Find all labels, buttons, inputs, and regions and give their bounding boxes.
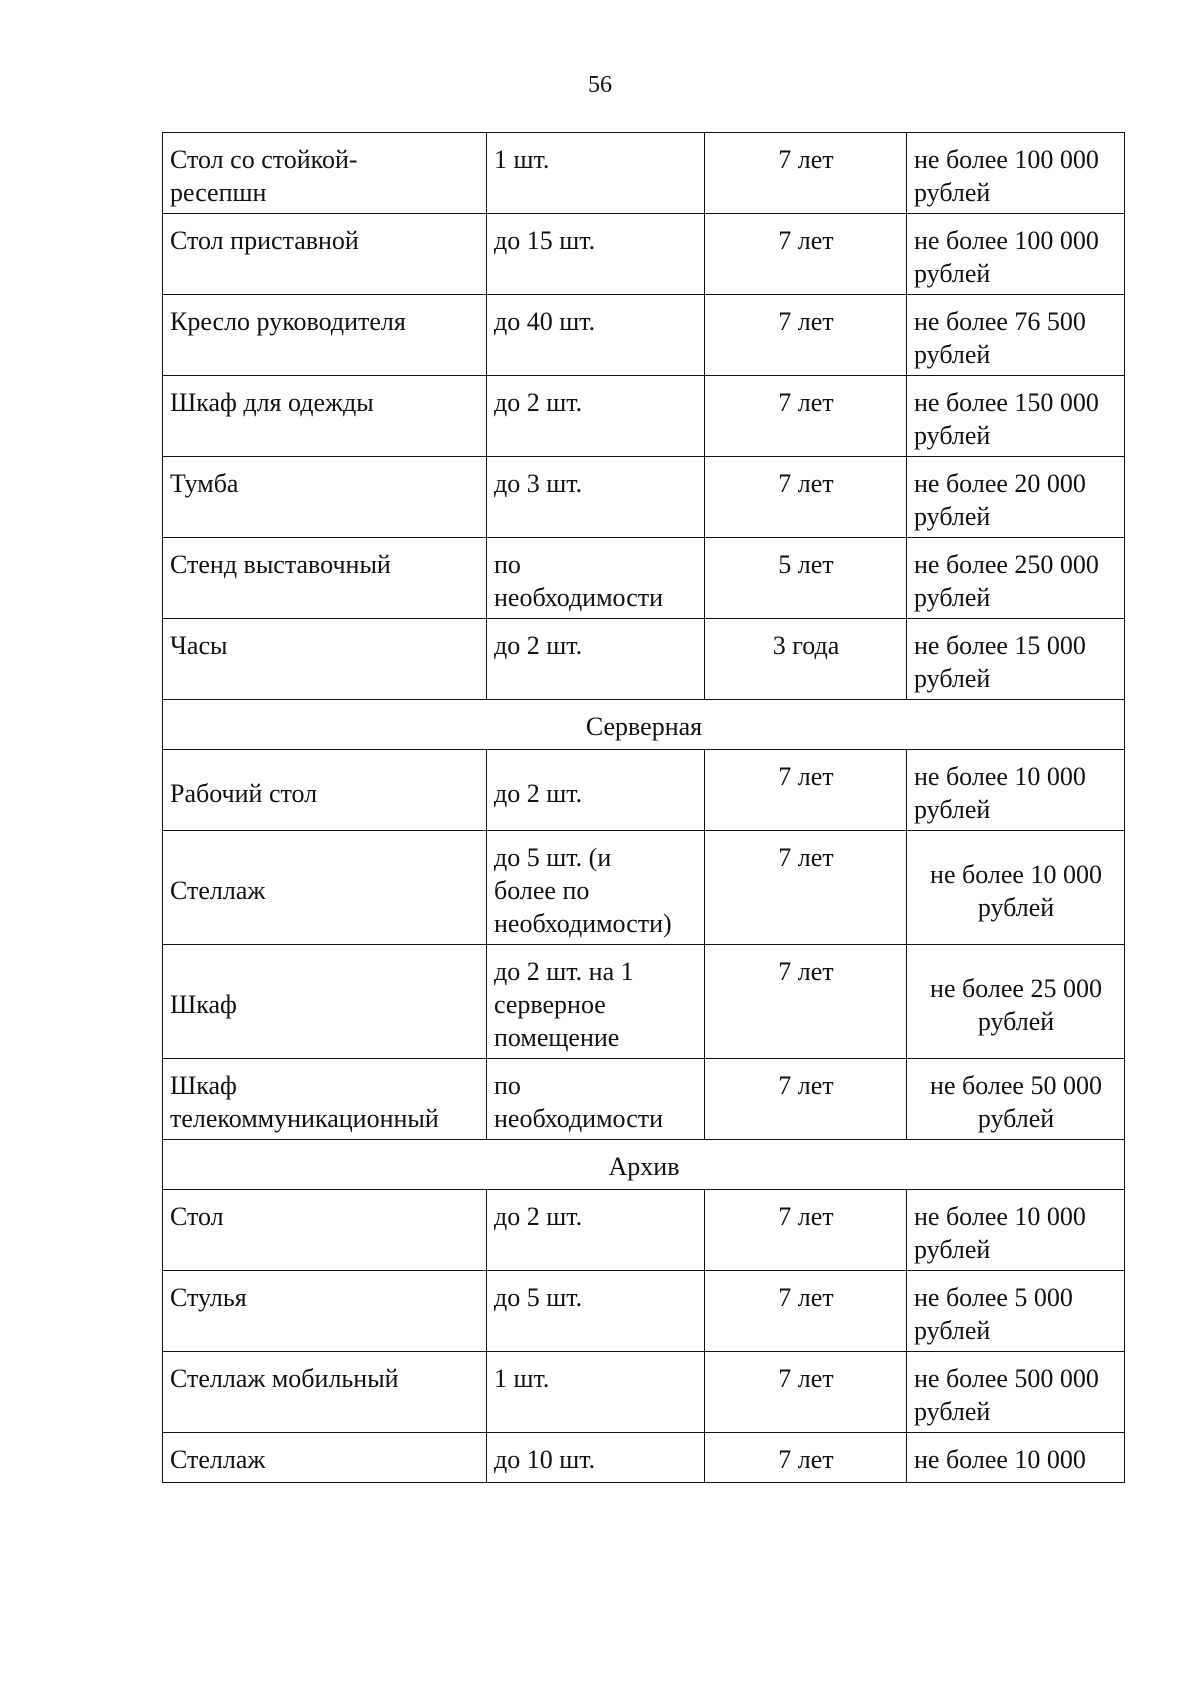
quantity-cell: до 3 шт. [487, 457, 705, 538]
quantity-cell: 1 шт. [487, 133, 705, 214]
quantity-cell: до 10 шт. [487, 1433, 705, 1483]
service-life-cell: 7 лет [705, 1059, 907, 1140]
item-name-cell: Шкаф для одежды [163, 376, 487, 457]
price-limit-cell: не более 10 000 рублей [907, 1190, 1125, 1271]
price-limit-cell: не более 500 000 рублей [907, 1352, 1125, 1433]
table-body [163, 133, 1125, 1483]
service-life-cell: 7 лет [705, 1271, 907, 1352]
price-limit-cell: не более 5 000 рублей [907, 1271, 1125, 1352]
page-number: 56 [588, 72, 612, 98]
service-life-cell: 7 лет [705, 750, 907, 831]
service-life-cell: 7 лет [705, 945, 907, 1059]
quantity-cell: по необходимости [487, 538, 705, 619]
table-row [163, 1433, 1125, 1483]
service-life-cell: 7 лет [705, 457, 907, 538]
table-row [163, 457, 1125, 538]
section-heading: Архив [163, 1140, 1125, 1190]
section-row [163, 700, 1125, 750]
table-row [163, 376, 1125, 457]
table-row [163, 750, 1125, 831]
table-row [163, 214, 1125, 295]
section-row [163, 1140, 1125, 1190]
equipment-table [162, 132, 1125, 1483]
item-name-cell: Тумба [163, 457, 487, 538]
price-limit-cell: не более 150 000 рублей [907, 376, 1125, 457]
quantity-cell: до 2 шт. [487, 619, 705, 700]
service-life-cell: 7 лет [705, 1433, 907, 1483]
quantity-cell: по необходимости [487, 1059, 705, 1140]
quantity-cell: до 2 шт. [487, 1190, 705, 1271]
price-limit-cell: не более 15 000 рублей [907, 619, 1125, 700]
service-life-cell: 7 лет [705, 831, 907, 945]
price-limit-cell: не более 10 000 [907, 1433, 1125, 1483]
section-heading: Серверная [163, 700, 1125, 750]
table-row [163, 945, 1125, 1059]
item-name-cell: Стулья [163, 1271, 487, 1352]
price-limit-cell: не более 10 000 рублей [907, 750, 1125, 831]
price-limit-cell: не более 10 000 рублей [907, 831, 1125, 945]
price-limit-cell: не более 25 000 рублей [907, 945, 1125, 1059]
item-name-cell: Шкаф телекоммуникационный [163, 1059, 487, 1140]
service-life-cell: 3 года [705, 619, 907, 700]
item-name-cell: Стол приставной [163, 214, 487, 295]
quantity-cell: до 2 шт. [487, 376, 705, 457]
service-life-cell: 7 лет [705, 295, 907, 376]
price-limit-cell: не более 76 500 рублей [907, 295, 1125, 376]
price-limit-cell: не более 50 000 рублей [907, 1059, 1125, 1140]
item-name-cell: Кресло руководителя [163, 295, 487, 376]
service-life-cell: 7 лет [705, 1352, 907, 1433]
quantity-cell: 1 шт. [487, 1352, 705, 1433]
table-row [163, 295, 1125, 376]
service-life-cell: 5 лет [705, 538, 907, 619]
table-row [163, 1190, 1125, 1271]
table-row [163, 133, 1125, 214]
price-limit-cell: не более 250 000 рублей [907, 538, 1125, 619]
quantity-cell: до 2 шт. на 1 серверное помещение [487, 945, 705, 1059]
quantity-cell: до 40 шт. [487, 295, 705, 376]
item-name-cell: Шкаф [163, 945, 487, 1059]
price-limit-cell: не более 100 000 рублей [907, 133, 1125, 214]
item-name-cell: Стол со стойкой- ресепшн [163, 133, 487, 214]
quantity-cell: до 2 шт. [487, 750, 705, 831]
quantity-cell: до 5 шт. (и более по необходимости) [487, 831, 705, 945]
table-row [163, 1059, 1125, 1140]
item-name-cell: Рабочий стол [163, 750, 487, 831]
service-life-cell: 7 лет [705, 1190, 907, 1271]
item-name-cell: Стеллаж [163, 1433, 487, 1483]
service-life-cell: 7 лет [705, 214, 907, 295]
price-limit-cell: не более 20 000 рублей [907, 457, 1125, 538]
item-name-cell: Часы [163, 619, 487, 700]
item-name-cell: Стол [163, 1190, 487, 1271]
price-limit-cell: не более 100 000 рублей [907, 214, 1125, 295]
service-life-cell: 7 лет [705, 133, 907, 214]
table-row [163, 619, 1125, 700]
table-row [163, 538, 1125, 619]
item-name-cell: Стеллаж [163, 831, 487, 945]
table-row [163, 831, 1125, 945]
quantity-cell: до 15 шт. [487, 214, 705, 295]
item-name-cell: Стеллаж мобильный [163, 1352, 487, 1433]
service-life-cell: 7 лет [705, 376, 907, 457]
table-row [163, 1352, 1125, 1433]
quantity-cell: до 5 шт. [487, 1271, 705, 1352]
table-row [163, 1271, 1125, 1352]
item-name-cell: Стенд выставочный [163, 538, 487, 619]
